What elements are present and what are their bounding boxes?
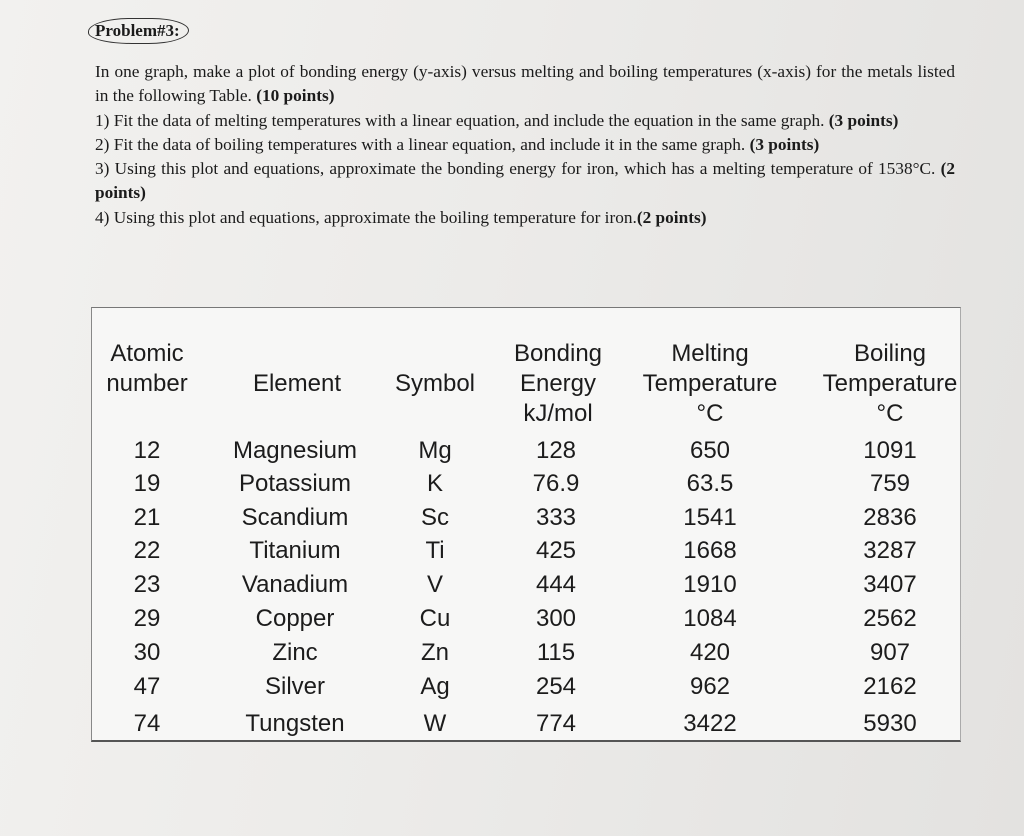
item-1-text: 1) Fit the data of melting temperatures with a linear equation, and include the equation in the same graph. — [95, 110, 825, 130]
table-cell-atomic: 23 — [133, 571, 161, 598]
table-cell-melting: 1084 — [683, 605, 737, 632]
table-cell-melting: 63.5 — [686, 470, 734, 497]
table-cell-bonding: 254 — [535, 673, 577, 700]
table-cell-melting: 1541 — [683, 504, 737, 531]
table-cell-atomic: 47 — [133, 673, 161, 700]
problem-item-3 — [95, 157, 955, 206]
item-4-text: 4) Using this plot and equations, approximate the boiling temperature for iron. — [95, 207, 637, 227]
table-cell-melting: 962 — [689, 673, 731, 700]
table-cell-melting: 650 — [689, 437, 731, 464]
header-melting-line-1: Melting — [671, 340, 749, 367]
problem-body — [95, 60, 955, 230]
table-cell-melting: 1668 — [683, 537, 737, 564]
table-cell-element: Silver — [264, 673, 325, 700]
table-cell-bonding: 300 — [535, 605, 577, 632]
table-cell-element: Magnesium — [232, 437, 358, 464]
item-2-points: (3 points) — [749, 134, 820, 154]
table-cell-atomic: 21 — [133, 504, 161, 531]
table-cell-symbol: Zn — [420, 639, 449, 666]
table-cell-symbol: W — [423, 710, 447, 737]
intro-text: In one graph, make a plot of bonding energy (y-axis) versus melting and boiling temperatures (x-axis) for the metals listed in the following Table. — [95, 62, 955, 106]
header-bonding-line-2: Energy — [519, 370, 597, 397]
table-cell-melting: 420 — [689, 639, 731, 666]
table-cell-boiling: 907 — [869, 639, 911, 666]
header-bonding-line-3: kJ/mol — [523, 400, 593, 427]
table-cell-bonding: 774 — [535, 710, 577, 737]
table-cell-element: Zinc — [272, 639, 318, 666]
header-atomic-number — [92, 339, 202, 399]
table-cell-boiling: 3287 — [863, 537, 917, 564]
table-cell-bonding: 425 — [535, 537, 577, 564]
table-cell-bonding: 128 — [535, 437, 577, 464]
problem-title: Problem#3: — [88, 18, 189, 44]
table-cell-element: Potassium — [238, 470, 352, 497]
header-atomic-line-1: Atomic — [110, 340, 184, 367]
table-cell-symbol: Ti — [425, 537, 445, 564]
table-cell-element: Vanadium — [241, 571, 349, 598]
table-cell-symbol: V — [426, 571, 443, 598]
table-cell-melting: 3422 — [683, 710, 737, 737]
table-cell-bonding: 444 — [535, 571, 577, 598]
table-cell-atomic: 74 — [133, 710, 161, 737]
header-melting-line-3: °C — [696, 400, 724, 427]
header-bonding-line-1: Bonding — [513, 340, 603, 367]
table-cell-symbol: Cu — [419, 605, 451, 632]
table-cell-symbol: K — [426, 470, 443, 497]
problem-intro — [95, 60, 955, 109]
table-cell-boiling: 2836 — [863, 504, 917, 531]
header-atomic-line-2: number — [106, 370, 188, 397]
problem-item-2 — [95, 133, 955, 157]
table-cell-element: Scandium — [241, 504, 349, 531]
intro-points: (10 points) — [256, 86, 335, 106]
problem-item-1 — [95, 109, 955, 133]
problem-item-4 — [95, 206, 955, 230]
header-boiling-line-1: Boiling — [853, 340, 927, 367]
table-cell-boiling: 5930 — [863, 710, 917, 737]
table-cell-atomic: 30 — [133, 639, 161, 666]
table-cell-boiling: 759 — [869, 470, 911, 497]
header-boiling-line-2: Temperature — [822, 370, 958, 397]
header-boiling-temperature — [810, 339, 961, 429]
table-cell-bonding: 115 — [536, 639, 576, 666]
header-melting-line-2: Temperature — [642, 370, 778, 397]
table-cell-boiling: 1091 — [863, 437, 917, 464]
table-cell-melting: 1910 — [683, 571, 737, 598]
table-cell-symbol: Ag — [420, 673, 450, 700]
item-2-text: 2) Fit the data of boiling temperatures with a linear equation, and include it in the same graph. — [95, 134, 746, 154]
header-symbol: Symbol — [394, 370, 476, 397]
table-cell-atomic: 19 — [133, 470, 161, 497]
table-cell-boiling: 2162 — [863, 673, 917, 700]
table-cell-atomic: 12 — [133, 437, 161, 464]
table-cell-boiling: 3407 — [863, 571, 917, 598]
item-1-points: (3 points) — [828, 110, 899, 130]
table-cell-atomic: 22 — [133, 537, 161, 564]
metals-data-table — [91, 307, 961, 742]
table-cell-symbol: Mg — [418, 437, 452, 464]
table-cell-element: Copper — [255, 605, 335, 632]
table-cell-bonding: 76.9 — [532, 470, 580, 497]
header-element: Element — [252, 370, 342, 397]
table-cell-symbol: Sc — [420, 504, 449, 531]
table-cell-atomic: 29 — [133, 605, 161, 632]
table-cell-element: Titanium — [249, 537, 341, 564]
header-bonding-energy — [506, 339, 610, 429]
item-3-text: 3) Using this plot and equations, approximate the bonding energy for iron, which has a melting temperature of 1538°C. — [95, 159, 936, 179]
table-cell-element: Tungsten — [245, 710, 345, 737]
table-cell-bonding: 333 — [535, 504, 577, 531]
table-cell-boiling: 2562 — [863, 605, 917, 632]
header-boiling-line-3: °C — [876, 400, 904, 427]
header-melting-temperature — [630, 339, 790, 429]
item-3-points: (2 points) — [95, 159, 955, 203]
item-4-points: (2 points) — [636, 207, 707, 227]
